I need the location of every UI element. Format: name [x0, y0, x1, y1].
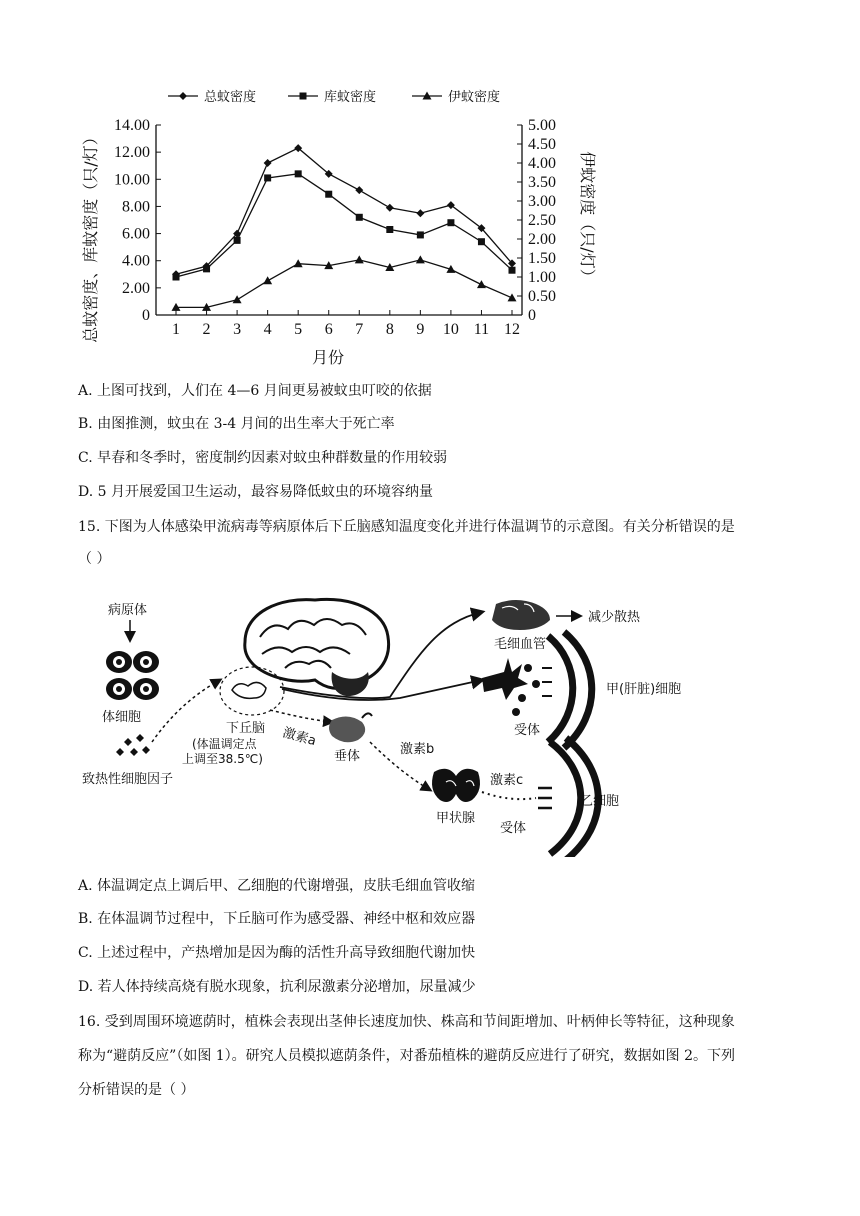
q15-option-d[interactable]: D. 若人体持续高烧有脱水现象，抗利尿激素分泌增加，尿量减少: [78, 979, 476, 995]
data-point: [508, 293, 517, 301]
cell-a-label: 甲(肝脏)细胞: [606, 682, 682, 697]
x-tick-label: 2: [202, 321, 211, 338]
legend-marker: [300, 93, 307, 100]
data-point: [356, 214, 363, 221]
y-tick-label-right: 4.50: [528, 136, 556, 153]
y-tick-label-right: 3.50: [528, 174, 556, 191]
series-line-1: [176, 174, 512, 277]
data-point: [264, 159, 272, 167]
y-tick-label-left: 6.00: [122, 225, 150, 243]
q16-stem-line2: 称为“避荫反应”（如图 1）。研究人员模拟遮荫条件，对番茄植株的避荫反应进行了研究，数据如图 2。下列: [78, 1048, 736, 1064]
chart-series: [172, 144, 517, 311]
hormone-a-label: 激素a: [280, 725, 318, 750]
body-cell-label: 体细胞: [102, 710, 142, 725]
x-tick-label: 6: [324, 321, 333, 338]
y-tick-label-right: 2.50: [528, 212, 556, 229]
chart-svg: [60, 78, 620, 378]
q15-option-b[interactable]: B. 在体温调节过程中，下丘脑可作为感受器、神经中枢和效应器: [78, 911, 476, 927]
data-point: [263, 276, 272, 284]
hypothalamus-label: 下丘脑: [226, 721, 266, 736]
data-point: [416, 209, 424, 217]
data-point: [447, 219, 454, 226]
q16-stem-line3: 分析错误的是（ ）: [78, 1082, 195, 1098]
y-tick-label-right: 0: [528, 307, 536, 324]
data-point: [355, 255, 364, 263]
legend-label: 伊蚊密度: [448, 90, 501, 105]
pituitary-label: 垂体: [334, 749, 361, 764]
y-tick-label-right: 2.00: [528, 231, 556, 248]
data-point: [173, 274, 180, 281]
chart-legend: [168, 89, 500, 105]
series-line-2: [176, 260, 512, 308]
data-point: [386, 204, 394, 212]
data-point: [417, 231, 424, 238]
y-tick-label-right: 1.00: [528, 269, 556, 286]
data-point: [478, 238, 485, 245]
brain-icon: [245, 599, 389, 696]
pituitary-icon: [329, 713, 372, 742]
chart-ticks: [114, 117, 556, 338]
pyrogen-label: 致热性细胞因子: [82, 772, 174, 787]
y-tick-label-left: 14.00: [114, 117, 150, 134]
setpoint-label-2: 上调至38.5℃): [182, 752, 263, 766]
data-point: [355, 186, 363, 194]
x-tick-label: 8: [385, 321, 394, 338]
data-point: [234, 237, 241, 244]
q15-stem-cont: （ ）: [78, 551, 111, 567]
y-tick-label-right: 1.50: [528, 250, 556, 267]
data-point: [233, 295, 242, 303]
y-tick-label-left: 0: [142, 307, 150, 324]
y-tick-label-right: 4.00: [528, 155, 556, 172]
x-tick-label: 3: [233, 321, 242, 338]
y-tick-label-left: 12.00: [114, 144, 150, 162]
y-axis-label-left: 总蚊密度、库蚊密度（只/灯）: [81, 129, 100, 343]
data-point: [509, 267, 516, 274]
y-tick-label-left: 10.00: [114, 171, 150, 189]
x-tick-label: 7: [355, 321, 364, 338]
x-tick-label: 11: [473, 321, 490, 338]
mosquito-density-chart: [60, 78, 620, 378]
pyrogen-particles-icon: [116, 734, 150, 756]
data-point: [325, 191, 332, 198]
q14-option-c[interactable]: C. 早春和冬季时，密度制约因素对蚊虫种群数量的作用较弱: [78, 450, 448, 466]
receptor-label-1: 受体: [514, 723, 541, 738]
capillary-label: 毛细血管: [494, 637, 547, 652]
capillary-icon: [492, 600, 550, 630]
pathogen-label: 病原体: [108, 603, 148, 618]
q15-stem: 15. 下图为人体感染甲流病毒等病原体后下丘脑感知温度变化并进行体温调节的示意图。有关分析错误的是: [78, 519, 735, 535]
x-axis-label: 月份: [311, 348, 345, 367]
cell-b-label: 乙细胞: [580, 794, 620, 809]
series-line-0: [176, 148, 512, 274]
x-tick-label: 12: [504, 321, 520, 338]
x-tick-label: 1: [172, 321, 180, 338]
q14-option-d[interactable]: D. 5 月开展爱国卫生运动，最容易降低蚊虫的环境容纳量: [78, 484, 433, 500]
legend-label: 总蚊密度: [204, 90, 257, 105]
nerve-ending-icon: [482, 658, 540, 716]
x-tick-label: 5: [294, 321, 303, 338]
y-tick-label-left: 2.00: [122, 279, 150, 297]
q15-option-c[interactable]: C. 上述过程中，产热增加是因为酶的活性升高导致细胞代谢加快: [78, 945, 476, 961]
data-point: [416, 255, 425, 263]
data-point: [264, 174, 271, 181]
thyroid-icon: [432, 769, 480, 802]
q15-option-a[interactable]: A. 体温调定点上调后甲、乙细胞的代谢增强，皮肤毛细血管收缩: [78, 878, 476, 894]
q14-option-b[interactable]: B. 由图推测，蚊虫在 3-4 月间的出生率大于死亡率: [78, 416, 395, 432]
q16-stem-line1: 16. 受到周围环境遮荫时，植株会表现出茎伸长速度加快、株高和节间距增加、叶柄伸长等特征，这种现象: [78, 1014, 735, 1030]
data-point: [203, 265, 210, 272]
body-cells-icon: [106, 651, 159, 700]
receptor-label-2: 受体: [500, 821, 527, 836]
q14-option-a[interactable]: A. 上图可找到，人们在 4—6 月间更易被蚊虫叮咬的依据: [78, 383, 432, 399]
x-tick-label: 4: [263, 321, 272, 338]
hormone-c-text: 激素c: [490, 773, 524, 788]
y-axis-label-right: 伊蚊密度（只/灯）: [578, 151, 597, 285]
thermoregulation-diagram: [70, 592, 690, 857]
reduce-heat-label: 减少散热: [588, 610, 641, 625]
x-tick-label: 10: [442, 321, 459, 338]
chart-axes: [156, 125, 522, 315]
y-tick-label-right: 5.00: [528, 117, 556, 134]
setpoint-label-1: (体温调定点: [192, 737, 257, 751]
y-tick-label-right: 3.00: [528, 193, 556, 210]
data-point: [477, 280, 486, 288]
liver-cell-membrane-icon: [542, 632, 592, 748]
legend-label: 库蚊密度: [324, 90, 377, 105]
thyroid-label: 甲状腺: [436, 811, 476, 826]
x-tick-label: 9: [416, 321, 425, 338]
data-point: [386, 226, 393, 233]
y-tick-label-left: 8.00: [122, 198, 150, 216]
y-tick-label-left: 4.00: [122, 252, 150, 270]
hormone-b-label: 激素b: [400, 742, 435, 757]
data-point: [294, 259, 303, 267]
legend-marker: [179, 92, 187, 100]
y-tick-label-right: 0.50: [528, 288, 556, 305]
data-point: [295, 170, 302, 177]
